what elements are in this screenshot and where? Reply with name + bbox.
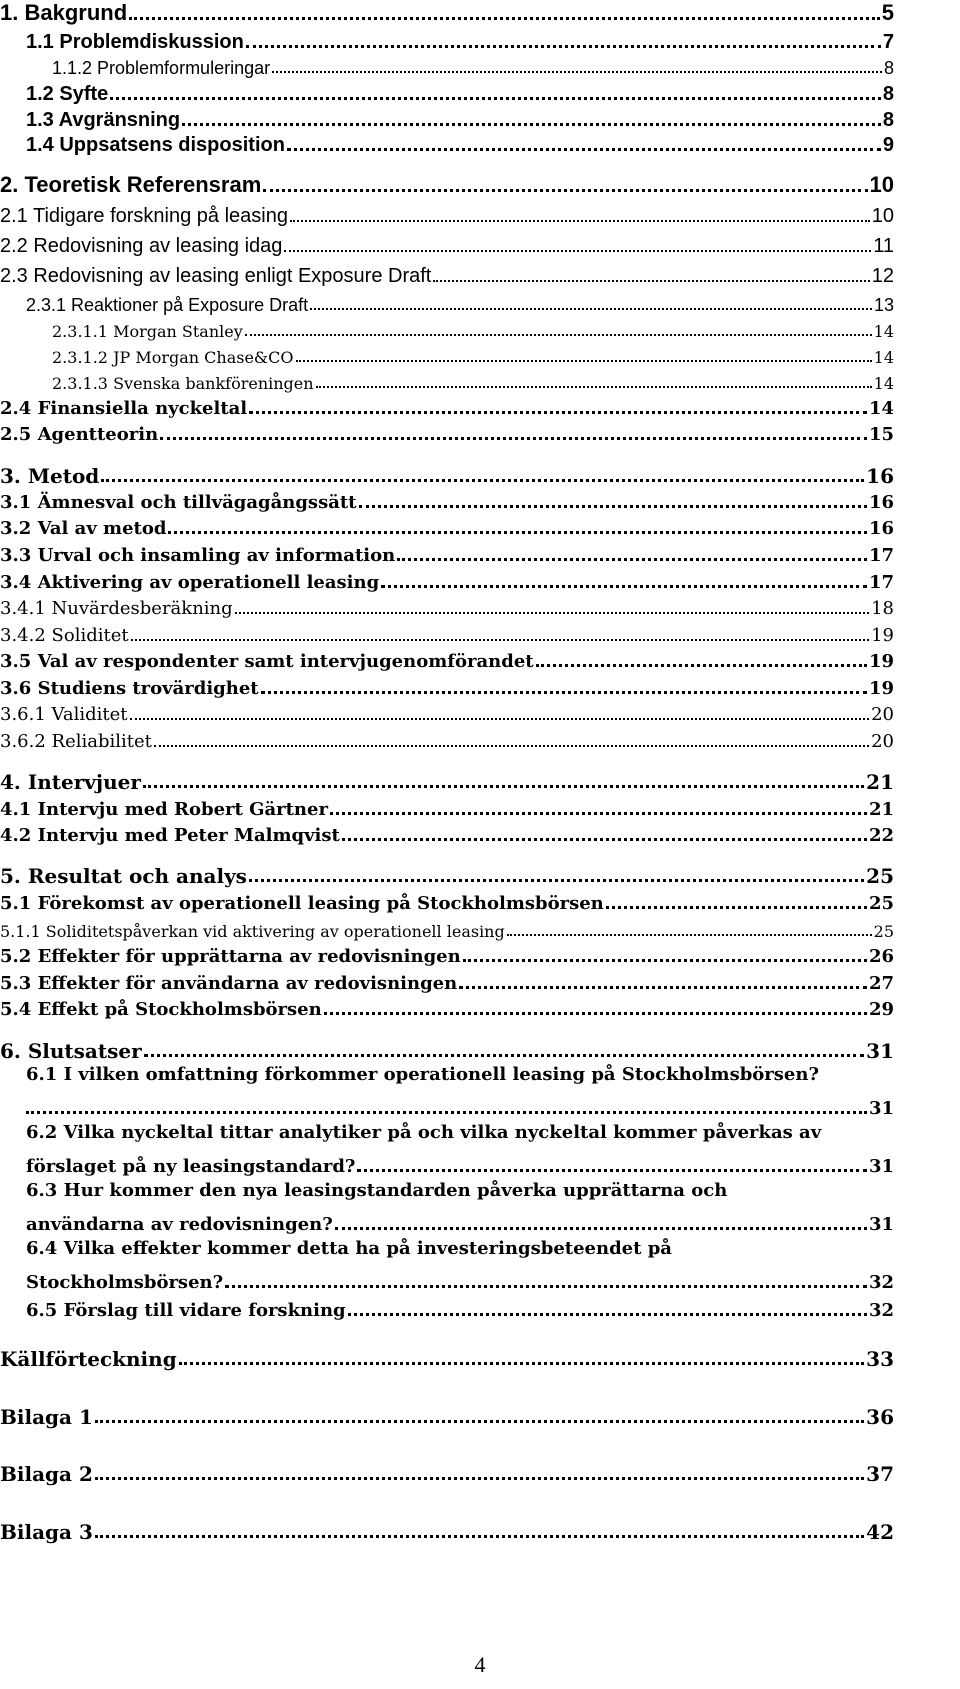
- toc-entry[interactable]: [0, 1403, 894, 1427]
- toc-entry-label: 3. Metod: [0, 464, 100, 488]
- dot-leader: [95, 1420, 864, 1423]
- dot-leader: [348, 1313, 867, 1316]
- toc-entry-label: 5.1.1 Soliditetspåverkan vid aktivering av operationell leasing: [0, 922, 505, 941]
- toc-entry-page: 22: [868, 825, 894, 846]
- toc-entry-page: 25: [873, 922, 894, 941]
- toc-entry-label: 4. Intervjuer: [0, 770, 141, 794]
- toc-entry-page: 16: [868, 492, 894, 513]
- dot-leader: [26, 1111, 867, 1114]
- dot-leader: [324, 1012, 867, 1015]
- toc-entry-page: 21: [868, 799, 894, 820]
- toc-entry-label: 2.3.1.3 Svenska bankföreningen: [52, 374, 314, 393]
- dot-leader: [310, 308, 872, 310]
- toc-entry-label: 5.1 Förekomst av operationell leasing på Stockholmsbörsen: [0, 893, 604, 914]
- dot-leader: [536, 664, 867, 667]
- toc-entry-label: 1. Bakgrund: [0, 0, 128, 25]
- toc-entry-label: Bilaga 1: [0, 1405, 93, 1429]
- dot-leader: [235, 612, 869, 614]
- dot-leader: [245, 334, 872, 336]
- toc-entry[interactable]: [0, 678, 894, 698]
- toc-entry-page: 15: [868, 424, 894, 445]
- toc-entry-page: 29: [868, 999, 894, 1020]
- toc-entry[interactable]: [0, 1298, 894, 1320]
- toc-entry[interactable]: [0, 864, 894, 886]
- toc-entry[interactable]: [0, 572, 894, 592]
- toc-entry-page: 19: [868, 678, 894, 699]
- toc-entry[interactable]: [0, 0, 894, 24]
- toc-entry[interactable]: [0, 545, 894, 565]
- toc-entry[interactable]: [0, 424, 894, 444]
- dot-leader: [433, 280, 869, 282]
- toc-entry-page: 27: [868, 973, 894, 994]
- toc-entry-label: 2.3 Redovisning av leasing enligt Exposure Draft: [0, 265, 432, 287]
- toc-entry[interactable]: [0, 234, 894, 256]
- toc-entry-label: 4.2 Intervju med Peter Malmqvist: [0, 825, 340, 846]
- toc-entry-page: 10: [869, 172, 894, 197]
- dot-leader: [95, 1535, 864, 1538]
- dot-leader: [459, 986, 867, 989]
- dot-leader: [507, 934, 872, 936]
- toc-entry-page: 33: [866, 1347, 894, 1371]
- toc-entry-label: 1.2 Syfte: [26, 83, 109, 105]
- toc-entry[interactable]: [0, 946, 894, 966]
- toc-entry[interactable]: [0, 133, 894, 155]
- toc-entry-label: 5.2 Effekter för upprättarna av redovisningen: [0, 946, 461, 967]
- toc-entry-page: 14: [873, 374, 894, 393]
- toc-entry-label: 5.4 Effekt på Stockholmsbörsen: [0, 999, 322, 1020]
- toc-entry-label: Bilaga 2: [0, 1462, 93, 1486]
- toc-entry-page: 5: [881, 0, 894, 25]
- toc-entry-label: Bilaga 3: [0, 1520, 93, 1544]
- dot-leader: [168, 531, 866, 534]
- dot-leader: [284, 250, 871, 252]
- toc-entry-label: 2.1 Tidigare forskning på leasing: [0, 205, 288, 227]
- dot-leader: [463, 959, 867, 962]
- dot-leader: [95, 1477, 864, 1480]
- dot-leader: [225, 1285, 867, 1288]
- toc-entry-label: 1.4 Uppsatsens disposition: [26, 134, 285, 156]
- toc-entry-page: 10: [871, 205, 894, 227]
- toc-entry[interactable]: [0, 322, 894, 340]
- toc-entry-page: 25: [866, 864, 894, 888]
- toc-entry-label-line1: 6.2 Vilka nyckeltal tittar analytiker på och vilka nyckeltal kommer påverkas av: [26, 1122, 822, 1143]
- dot-leader: [335, 1227, 867, 1230]
- toc-entry-page: 31: [868, 1156, 894, 1177]
- toc-entry-page: 19: [871, 625, 894, 646]
- toc-entry-page: 14: [873, 322, 894, 341]
- dot-leader: [246, 45, 881, 48]
- toc-entry[interactable]: [0, 598, 894, 618]
- toc-entry[interactable]: [0, 464, 894, 486]
- toc-entry-page: 20: [871, 731, 894, 752]
- toc-entry-label: 2.5 Agentteorin: [0, 424, 159, 445]
- toc-entry-page: 13: [873, 295, 894, 315]
- dot-leader: [287, 148, 881, 151]
- toc-entry[interactable]: [0, 704, 894, 724]
- dot-leader: [606, 906, 867, 909]
- toc-entry-label: 2.4 Finansiella nyckeltal: [0, 398, 248, 419]
- toc-entry-label: 3.6 Studiens trovärdighet: [0, 678, 259, 699]
- toc-entry[interactable]: [0, 374, 894, 392]
- toc-entry-multiline[interactable]: [26, 1182, 894, 1234]
- toc-entry-page: 9: [882, 134, 894, 156]
- toc-entry-label: 3.1 Ämnesval och tillvägagångssätt: [0, 492, 357, 513]
- toc-entry-label-line2: användarna av redovisningen?: [26, 1214, 333, 1235]
- dot-leader: [182, 123, 881, 126]
- toc-entry[interactable]: [0, 492, 894, 512]
- toc-entry-page: 32: [868, 1300, 894, 1321]
- toc-entry[interactable]: [0, 82, 894, 104]
- toc-entry-page: 25: [868, 893, 894, 914]
- toc-entry[interactable]: [0, 348, 894, 366]
- toc-entry[interactable]: [0, 973, 894, 993]
- toc-entry-label-line1: 6.3 Hur kommer den nya leasingstandarden påverka upprättarna och: [26, 1180, 728, 1201]
- dot-leader: [129, 17, 880, 20]
- toc-entry-page: 31: [868, 1098, 894, 1119]
- toc-entry-label: 5. Resultat och analys: [0, 864, 247, 888]
- dot-leader: [316, 386, 872, 388]
- toc-entry[interactable]: [0, 893, 894, 913]
- dot-leader: [110, 97, 881, 100]
- toc-entry[interactable]: [0, 999, 894, 1019]
- dot-leader: [144, 1054, 865, 1057]
- toc-entry-label: 2.2 Redovisning av leasing idag: [0, 235, 283, 257]
- toc-entry-label-line1: 6.1 I vilken omfattning förkommer operationell leasing på Stockholmsbörsen?: [26, 1064, 820, 1085]
- toc-entry[interactable]: [0, 1039, 894, 1061]
- toc-entry-label: 4.1 Intervju med Robert Gärtner: [0, 799, 328, 820]
- toc-entry-multiline[interactable]: [26, 1240, 894, 1292]
- toc-entry-multiline[interactable]: [26, 1124, 894, 1176]
- toc-entry-page: 36: [866, 1405, 894, 1429]
- toc-entry[interactable]: [0, 172, 894, 196]
- dot-leader: [290, 220, 870, 222]
- toc-entry-page: 16: [868, 518, 894, 539]
- toc-entry-page: 8: [883, 58, 894, 78]
- toc-entry-page: 42: [866, 1520, 894, 1544]
- toc-entry-page: 8: [882, 109, 894, 131]
- toc-entry-label: 2.3.1 Reaktioner på Exposure Draft: [26, 295, 309, 315]
- toc-entry[interactable]: [0, 1345, 894, 1369]
- dot-leader: [342, 838, 867, 841]
- toc-entry-page: 32: [868, 1272, 894, 1293]
- toc-entry-page: 17: [868, 545, 894, 566]
- toc-entry[interactable]: [0, 731, 894, 751]
- toc-entry-label: 3.2 Val av metod: [0, 518, 167, 539]
- toc-entry-page: 37: [866, 1462, 894, 1486]
- toc-entry[interactable]: [0, 204, 894, 226]
- toc-entry[interactable]: [0, 57, 894, 77]
- toc-entry-page: 20: [871, 704, 894, 725]
- toc-entry-label: 1.1 Problemdiskussion: [26, 31, 244, 53]
- toc-entry-multiline[interactable]: [26, 1066, 894, 1118]
- toc-entry-page: 7: [882, 31, 894, 53]
- toc-entry-label: 1.3 Avgränsning: [26, 109, 181, 131]
- toc-entry-label: 3.4.1 Nuvärdesberäkning: [0, 598, 233, 619]
- toc-entry-label: 5.3 Effekter för användarna av redovisningen: [0, 973, 458, 994]
- dot-leader: [143, 785, 864, 788]
- toc-entry-label: 3.6.2 Reliabilitet: [0, 731, 152, 752]
- toc-entry[interactable]: [0, 770, 894, 792]
- toc-entry[interactable]: [0, 30, 894, 52]
- toc-entry[interactable]: [0, 518, 894, 538]
- toc-entry-label-line2: förslaget på ny leasingstandard?: [26, 1156, 356, 1177]
- toc-entry-page: 18: [871, 598, 894, 619]
- toc-entry-page: 31: [866, 1039, 894, 1063]
- toc-entry-label-line1: 6.4 Vilka effekter kommer detta ha på investeringsbeteendet på: [26, 1238, 672, 1259]
- toc-entry-page: 31: [868, 1214, 894, 1235]
- toc-entry-page: 14: [873, 348, 894, 367]
- toc-entry-label: 3.6.1 Validitet: [0, 704, 128, 725]
- dot-leader: [179, 1362, 864, 1365]
- toc-entry-label-line2: Stockholmsbörsen?: [26, 1272, 224, 1293]
- toc-entry[interactable]: [0, 264, 894, 286]
- page-number: 4: [474, 1652, 486, 1677]
- dot-leader: [296, 360, 872, 362]
- toc-entry-label: 6. Slutsatser: [0, 1039, 142, 1063]
- toc-entry-page: 17: [868, 572, 894, 593]
- toc-entry-page: 11: [873, 235, 894, 257]
- dot-leader: [359, 505, 867, 508]
- toc-entry-page: 12: [871, 265, 894, 287]
- toc-entry[interactable]: [0, 398, 894, 418]
- toc-entry[interactable]: [0, 625, 894, 645]
- toc-entry-label: 3.3 Urval och insamling av information: [0, 545, 396, 566]
- toc-entry-page: 26: [868, 946, 894, 967]
- dot-leader: [263, 189, 867, 192]
- toc-entry-page: 14: [868, 398, 894, 419]
- toc-entry-label: 3.5 Val av respondenter samt intervjugenomförandet: [0, 651, 534, 672]
- dot-leader: [130, 718, 870, 720]
- toc-entry-page: 19: [868, 651, 894, 672]
- dot-leader: [249, 411, 867, 414]
- toc-entry-label: Källförteckning: [0, 1347, 177, 1371]
- dot-leader: [261, 691, 867, 694]
- dot-leader: [160, 437, 867, 440]
- toc-entry-page: 8: [882, 83, 894, 105]
- toc-entry[interactable]: [0, 1518, 894, 1542]
- dot-leader: [397, 558, 867, 561]
- toc-entry-label: 1.1.2 Problemformuleringar: [52, 58, 271, 78]
- dot-leader: [131, 639, 869, 641]
- toc-entry[interactable]: [0, 799, 894, 819]
- toc-entry-label: 3.4 Aktivering av operationell leasing: [0, 572, 380, 593]
- toc-entry-label: 3.4.2 Soliditet: [0, 625, 129, 646]
- dot-leader: [101, 479, 864, 482]
- dot-leader: [154, 745, 869, 747]
- toc-entry-label: 6.5 Förslag till vidare forskning: [26, 1300, 346, 1321]
- toc-entry[interactable]: [0, 108, 894, 130]
- toc-entry-label: 2.3.1.1 Morgan Stanley: [52, 322, 243, 341]
- toc-entry-label: 2. Teoretisk Referensram: [0, 172, 262, 197]
- toc-entry-page: 16: [866, 464, 894, 488]
- toc-entry[interactable]: [0, 1460, 894, 1484]
- dot-leader: [381, 585, 867, 588]
- toc-entry[interactable]: [0, 294, 894, 314]
- toc-entry-page: 21: [866, 770, 894, 794]
- toc-entry[interactable]: [0, 920, 894, 940]
- dot-leader: [249, 879, 864, 882]
- toc-entry[interactable]: [0, 825, 894, 845]
- dot-leader: [272, 71, 882, 73]
- dot-leader: [357, 1169, 866, 1172]
- dot-leader: [330, 812, 867, 815]
- toc-entry[interactable]: [0, 651, 894, 671]
- toc-entry-label: 2.3.1.2 JP Morgan Chase&CO: [52, 348, 294, 367]
